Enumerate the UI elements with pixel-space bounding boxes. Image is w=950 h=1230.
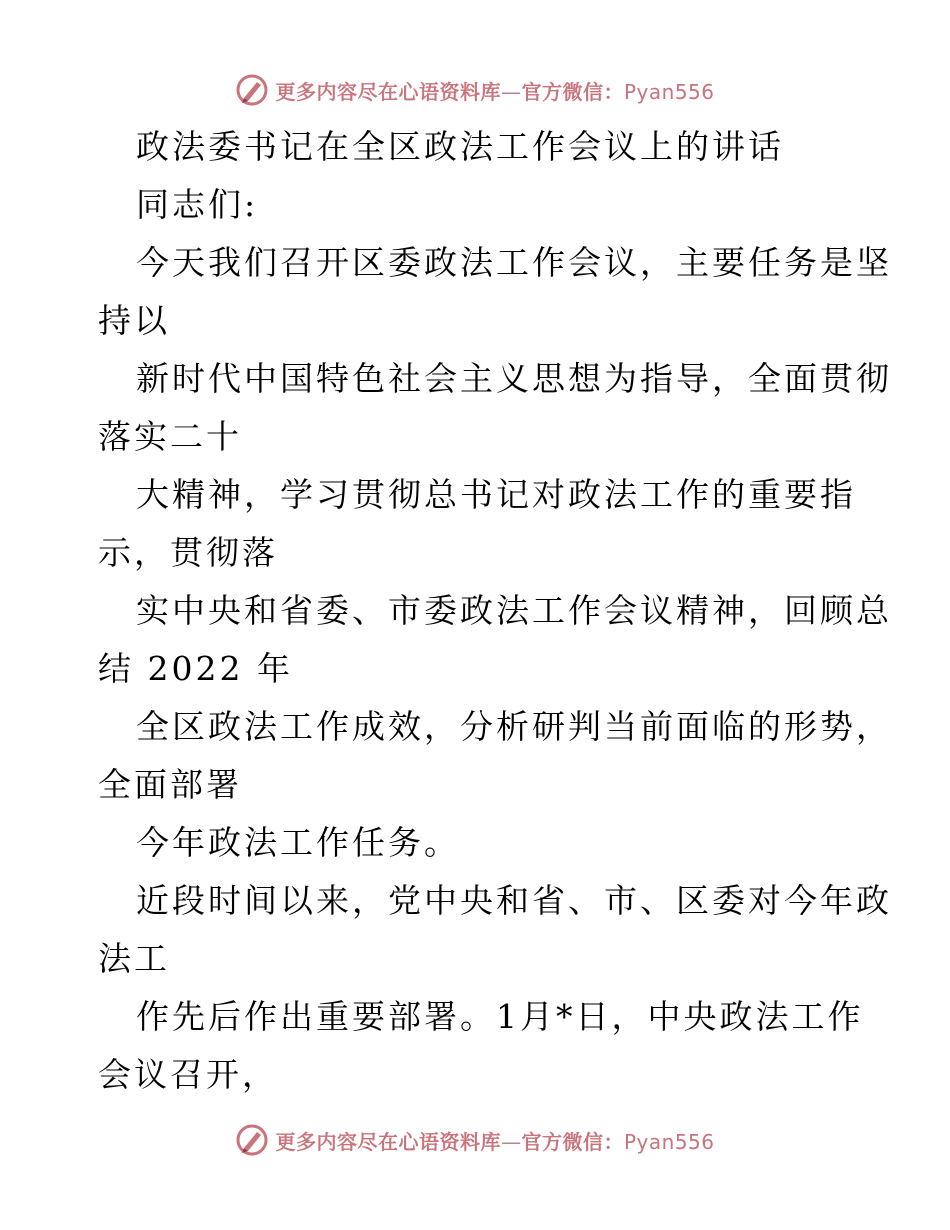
paragraph-line: 示，贯彻落 xyxy=(98,533,278,572)
paragraph-line: 落实二十 xyxy=(98,417,242,456)
paragraph-line: 结 2022 年 xyxy=(98,649,293,688)
salutation: 同志们: xyxy=(136,185,259,224)
paragraph-line: 新时代中国特色社会主义思想为指导，全面贯彻 xyxy=(136,359,892,398)
watermark-text: 更多内容尽在心语资料库—官方微信：Pyan556 xyxy=(275,79,715,104)
document-body xyxy=(98,122,892,1100)
header-watermark xyxy=(0,70,950,110)
paragraph-line: 今年政法工作任务。 xyxy=(136,823,460,862)
paragraph-line: 会议召开， xyxy=(98,1055,278,1094)
paragraph-line: 法工 xyxy=(98,939,170,978)
paragraph-line: 近段时间以来，党中央和省、市、区委对今年政 xyxy=(136,881,892,920)
document-title: 政法委书记在全区政法工作会议上的讲话 xyxy=(136,127,784,166)
pen-logo-icon xyxy=(235,1123,269,1157)
paragraph-line: 全面部署 xyxy=(98,765,242,804)
paragraph-line: 实中央和省委、市委政法工作会议精神，回顾总 xyxy=(136,591,892,630)
watermark-text: 更多内容尽在心语资料库—官方微信：Pyan556 xyxy=(275,1129,715,1154)
paragraph-line: 全区政法工作成效，分析研判当前面临的形势， xyxy=(136,707,892,746)
paragraph-line: 持以 xyxy=(98,301,170,340)
pen-logo-icon xyxy=(235,73,269,107)
paragraph-line: 大精神，学习贯彻总书记对政法工作的重要指 xyxy=(136,475,856,514)
paragraph-line: 今天我们召开区委政法工作会议，主要任务是坚 xyxy=(136,243,892,282)
footer-watermark xyxy=(0,1120,950,1160)
paragraph-line: 作先后作出重要部署。1月*日，中央政法工作 xyxy=(136,997,864,1036)
